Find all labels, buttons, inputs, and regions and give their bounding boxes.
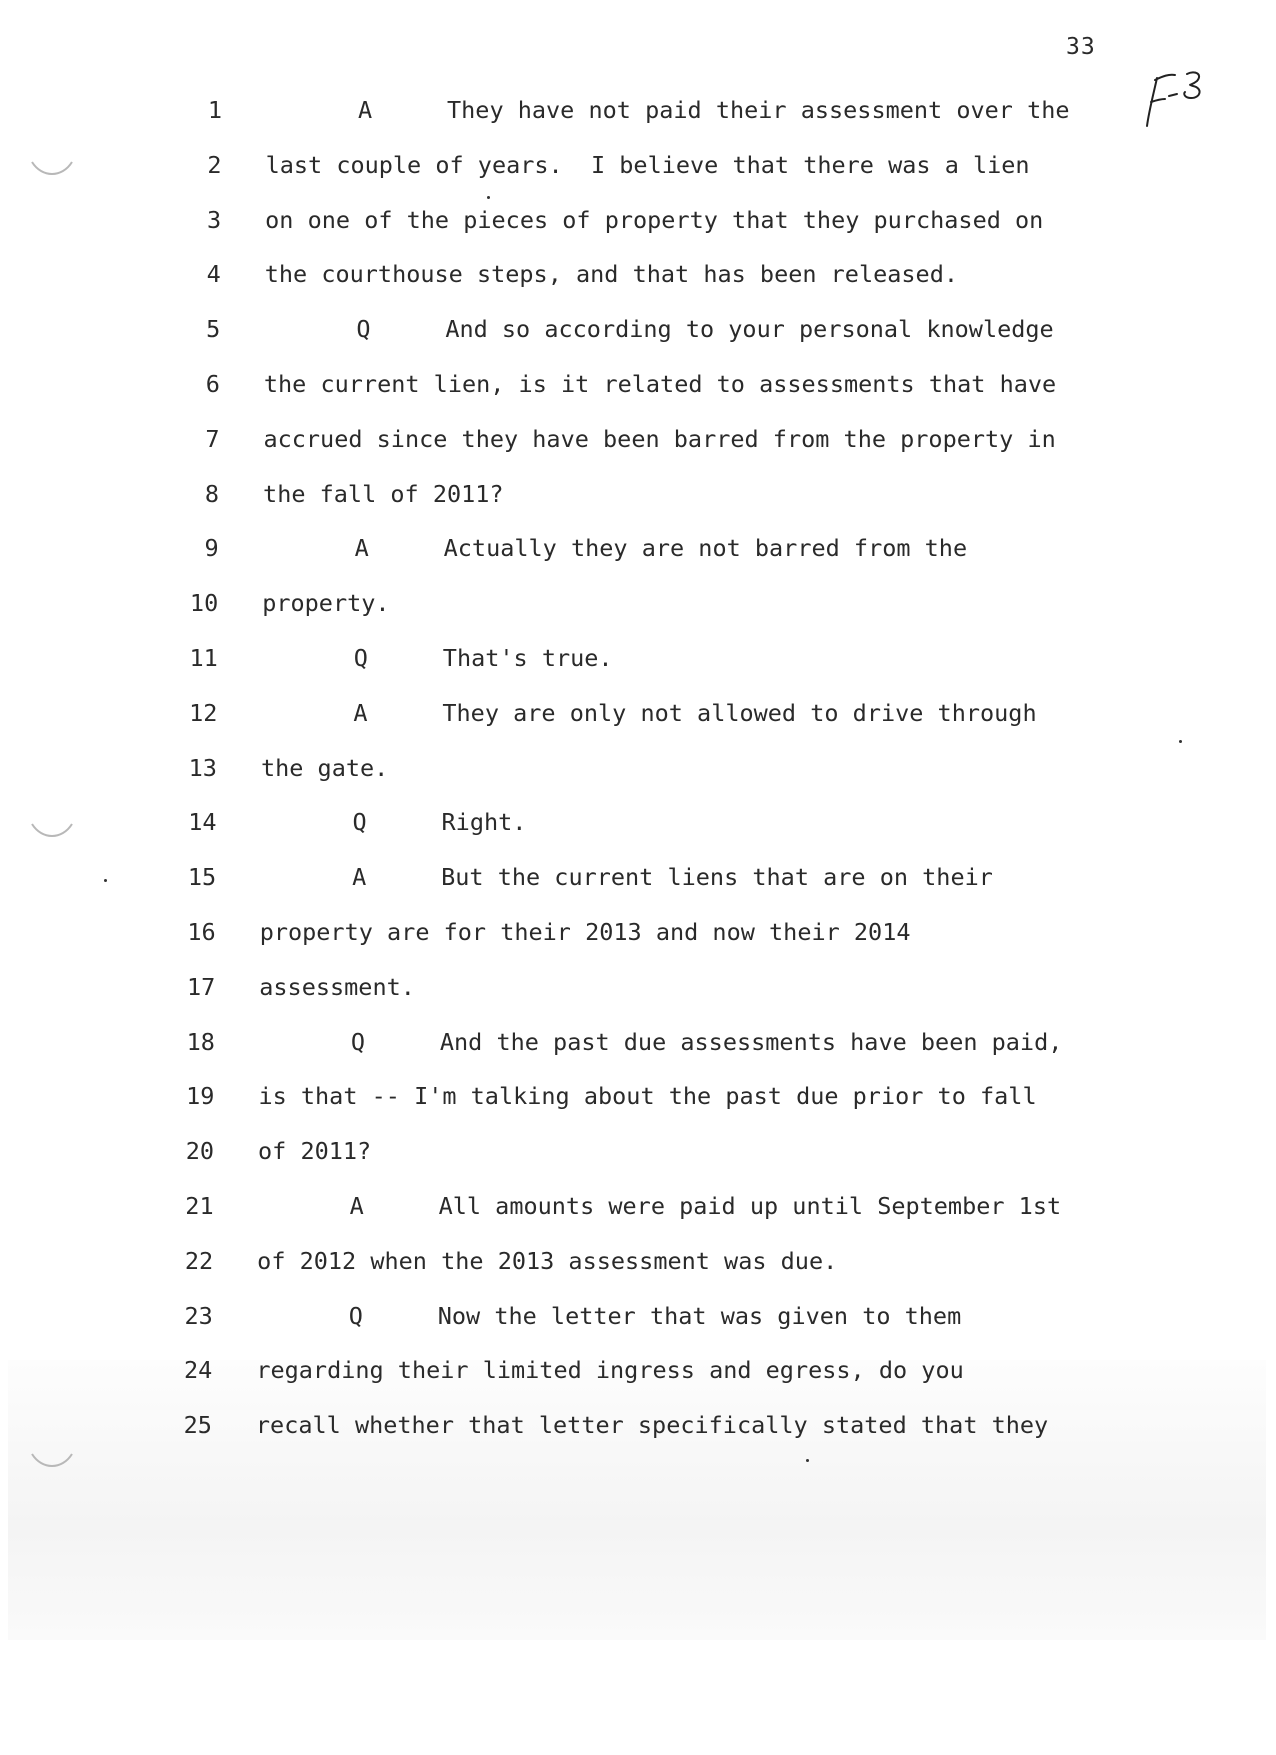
line-number: 6 xyxy=(205,370,220,398)
testimony-text: the current lien, is it related to assessments that have xyxy=(263,370,1057,398)
testimony-text: They are only not allowed to drive through xyxy=(442,698,1037,727)
transcript-line xyxy=(0,1302,1276,1342)
speaker-label: Q xyxy=(356,315,371,344)
testimony-text: Now the letter that was given to them xyxy=(437,1301,962,1330)
transcript-line xyxy=(0,644,1276,684)
testimony-text: last couple of years. I believe that there was a lien xyxy=(265,150,1030,179)
testimony-text: Right. xyxy=(441,808,527,837)
line-number: 3 xyxy=(207,205,222,234)
page-number: 33 xyxy=(1066,34,1096,60)
speaker-label: A xyxy=(358,96,373,124)
line-number: 11 xyxy=(189,644,218,672)
testimony-text: All amounts were paid up until September 1st xyxy=(438,1192,1062,1220)
line-number: 14 xyxy=(188,808,217,837)
speaker-label: A xyxy=(349,1192,364,1220)
testimony-text: of 2012 when the 2013 assessment was due. xyxy=(257,1246,838,1275)
speaker-label: Q xyxy=(353,644,368,672)
line-number: 20 xyxy=(185,1137,215,1166)
line-number: 19 xyxy=(186,1082,215,1111)
transcript-line xyxy=(0,1082,1276,1122)
scan-speck xyxy=(487,196,490,199)
line-number: 18 xyxy=(186,1027,215,1056)
speaker-label: Q xyxy=(352,808,367,837)
scan-speck xyxy=(806,1459,809,1462)
transcript-line xyxy=(0,370,1276,410)
testimony-text: the fall of 2011? xyxy=(263,479,504,508)
line-number: 9 xyxy=(204,534,219,563)
transcript-line xyxy=(0,1137,1276,1177)
transcript-line xyxy=(0,260,1276,300)
transcript-line xyxy=(0,1192,1276,1232)
transcript-line xyxy=(0,589,1276,629)
line-number: 23 xyxy=(184,1301,213,1330)
testimony-text: is that -- I'm talking about the past due prior to fall xyxy=(258,1082,1037,1111)
line-number: 8 xyxy=(204,479,220,508)
transcript-line xyxy=(0,1411,1276,1451)
line-number: 12 xyxy=(189,698,218,727)
transcript-line xyxy=(0,754,1276,794)
line-number: 10 xyxy=(189,589,219,618)
speaker-label: Q xyxy=(348,1301,363,1330)
testimony-text: And the past due assessments have been paid, xyxy=(439,1027,1063,1056)
transcript-line xyxy=(0,1356,1276,1396)
transcript-line xyxy=(0,863,1276,903)
line-number: 22 xyxy=(184,1246,214,1275)
line-number: 4 xyxy=(206,260,221,289)
transcript-line xyxy=(0,425,1276,465)
testimony-text: recall whether that letter specifically stated that they xyxy=(255,1411,1049,1440)
transcript-line xyxy=(0,206,1276,246)
transcript-line xyxy=(0,534,1276,574)
testimony-text: on one of the pieces of property that they purchased on xyxy=(265,205,1044,234)
testimony-text: assessment. xyxy=(259,972,415,1001)
testimony-text: property. xyxy=(262,589,390,618)
line-number: 21 xyxy=(185,1192,214,1220)
testimony-text: And so according to your personal knowledge xyxy=(445,315,1054,344)
testimony-text: the courthouse steps, and that has been released. xyxy=(264,260,958,289)
line-number: 1 xyxy=(207,96,222,124)
transcript-line xyxy=(0,699,1276,739)
transcript-line xyxy=(0,96,1276,136)
speaker-label: A xyxy=(353,698,368,727)
testimony-text: That's true. xyxy=(442,644,613,672)
testimony-text: accrued since they have been barred from the property in xyxy=(263,424,1056,453)
speaker-label: A xyxy=(352,863,367,892)
line-number: 7 xyxy=(205,424,220,453)
transcript-line xyxy=(0,1247,1276,1287)
testimony-text: of 2011? xyxy=(258,1137,372,1166)
transcript-line xyxy=(0,918,1276,958)
testimony-text: But the current liens that are on their xyxy=(441,863,993,892)
testimony-text: regarding their limited ingress and egress, do you xyxy=(256,1356,964,1385)
line-number: 17 xyxy=(186,972,216,1001)
testimony-text: They have not paid their assessment over the xyxy=(447,96,1070,124)
transcript-line xyxy=(0,808,1276,848)
testimony-text: property are for their 2013 and now their 2014 xyxy=(259,918,911,946)
scan-shadow xyxy=(8,1360,1266,1640)
transcript-line xyxy=(0,1028,1276,1068)
speaker-label: Q xyxy=(350,1027,366,1056)
scan-speck xyxy=(1179,740,1182,743)
transcript-line xyxy=(0,973,1276,1013)
line-number: 5 xyxy=(206,315,221,344)
line-number: 24 xyxy=(184,1356,213,1385)
transcript-line xyxy=(0,480,1276,520)
line-number: 2 xyxy=(207,150,222,179)
transcript-line xyxy=(0,151,1276,191)
transcript-line xyxy=(0,315,1276,355)
testimony-text: the gate. xyxy=(260,753,389,782)
speaker-label: A xyxy=(354,534,369,563)
line-number: 16 xyxy=(187,918,216,946)
line-number: 15 xyxy=(187,863,217,892)
testimony-text: Actually they are not barred from the xyxy=(443,534,968,563)
line-number: 13 xyxy=(188,753,217,782)
line-number: 25 xyxy=(183,1411,212,1440)
